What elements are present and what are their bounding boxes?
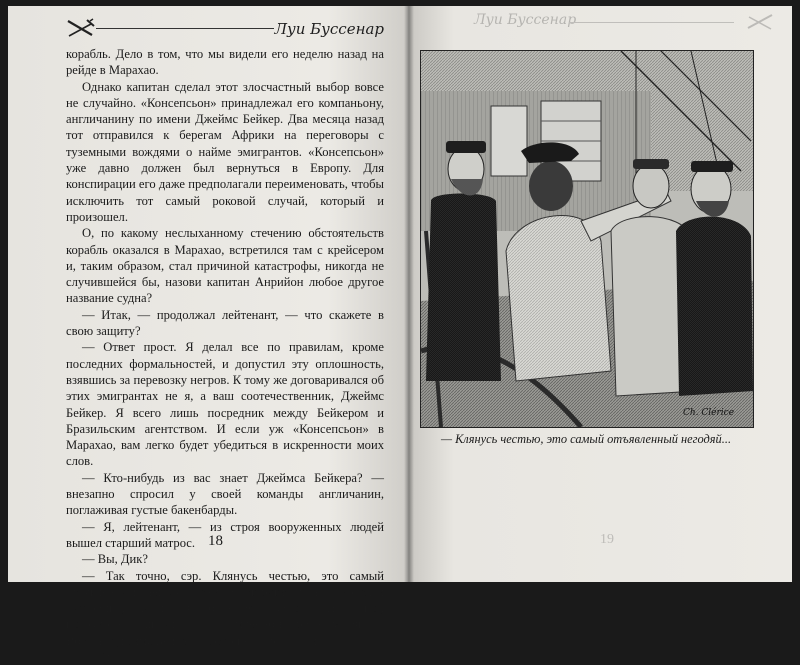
left-page-body	[66, 46, 384, 665]
paragraph: корабль. Дело в том, что мы видели его неделю назад на рейде в Марахао.	[66, 47, 384, 78]
left-page-header	[66, 18, 384, 40]
engraving-illustration	[420, 50, 754, 428]
paragraph: — Где?	[82, 649, 122, 664]
paragraph: — Итак, — продолжал лейтенант, — что скажете в свою защиту?	[66, 307, 384, 339]
paragraph: — Так точно, сэр. Клянусь честью, это самый отъявленный негодяй, самый отвратительный морской разбойник, какого я когда-либо видел... Но... нет, невозможно ошибиться, — изумленно вскричал моряк. — Вот он! Джеймс Бейкер собственной персоной!	[66, 568, 384, 648]
mirror-header-rule	[569, 22, 734, 23]
right-page-header-showthrough	[474, 10, 774, 34]
mirror-running-head: Луи Буссенар	[474, 12, 577, 28]
header-rule	[96, 28, 274, 29]
sailors-engraving-icon	[421, 51, 753, 427]
book-gutter	[404, 6, 414, 582]
paragraph: — Кто-нибудь из вас знает Джеймса Бейкера? — внезапно спросил у своей команды англичанин, поглаживая густые бакенбарды.	[66, 470, 384, 518]
left-page	[8, 6, 408, 664]
paragraph: Однако капитан сделал этот злосчастный выбор вовсе не случайно. «Консепсьон» принадлежал его компаньону, англичанину по имени Джеймс Бейкер. Два месяца назад тот отправился к берегам Африки на переговоры с туземными вождями о найме эмигрантов. «Консепсьон» уже давно должен был вернуться в Европу. Для конспирации его даже предполагали переименовать, чтобы исключить тот самый роковой случай, который и произошел.	[66, 79, 384, 224]
page-number-left: 18	[208, 533, 223, 549]
paragraph: О, по какому неслыханному стечению обстоятельств корабль оказался в Марахао, встретился там с крейсером и, таким образом, стал причиной катастрофы, никогда не случившейся бы, назови капитан Анрийон любое другое название судна?	[66, 226, 384, 306]
page-number-right: 19	[600, 532, 614, 547]
running-head-author: Луи Буссенар	[274, 20, 384, 38]
paragraph: — Вы, Дик?	[82, 552, 148, 567]
paragraph: — Я, лейтенант, — из строя вооруженных людей вышел старший матрос.	[66, 519, 384, 550]
illustration-caption: — Клянусь честью, это самый отъявленный негодяй...	[440, 432, 732, 446]
paragraph: — Ответ прост. Я делал все по правилам, кроме последних формальностей, и допустил эту оплошность, взявшись за перевозку негров. К тому же договаривался об этих эмигрантах не я, а ваш соотечественник, Джеймс Бейкер. Я всего лишь посредник между Бейкером и Бразильским агентством. И если уж «Консепсьон» в Марахао, вам легко будет убедиться в искренности моих слов.	[66, 340, 384, 469]
crossed-swords-icon	[66, 18, 96, 40]
illustrator-signature: Ch. Clérice	[683, 408, 735, 418]
crossed-swords-icon	[744, 12, 774, 32]
